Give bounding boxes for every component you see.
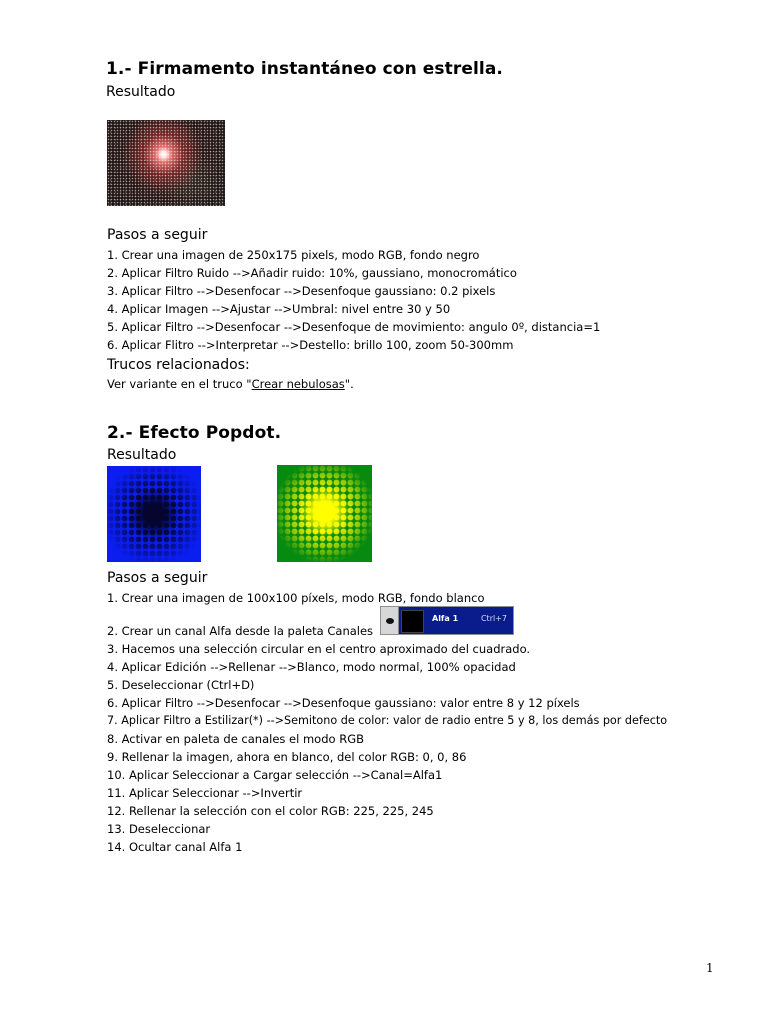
section-2-step-4: 4. Aplicar Edición -->Rellenar -->Blanco, modo normal, 100% opacidad [107, 660, 516, 674]
section-2-result-label: Resultado [107, 447, 177, 463]
starfield-result-image [107, 120, 225, 206]
section-2-step-13: 13. Deseleccionar [107, 822, 211, 836]
related-prefix: Ver variante en el truco " [107, 377, 252, 391]
section-2-step-6: 6. Aplicar Filtro -->Desenfocar -->Desenfoque gaussiano: valor entre 8 y 12 píxels [107, 696, 580, 710]
related-suffix: ". [344, 377, 354, 391]
section-2-step-3: 3. Hacemos una selección circular en el centro aproximado del cuadrado. [107, 642, 531, 656]
related-tricks-label: Trucos relacionados: [107, 357, 250, 373]
eye-icon [381, 607, 399, 634]
section-2-step-8: 8. Activar en paleta de canales el modo RGB [107, 732, 365, 746]
popdot-green-result-image [277, 465, 372, 562]
section-1-step-1: 1. Crear una imagen de 250x175 pixels, modo RGB, fondo negro [107, 248, 480, 262]
section-2-step-10: 10. Aplicar Seleccionar a Cargar selección -->Canal=Alfa1 [107, 768, 443, 782]
channel-name: Alfa 1 [432, 614, 459, 623]
section-1-step-6: 6. Aplicar Flitro -->Interpretar -->Destello: brillo 100, zoom 50-300mm [107, 338, 514, 352]
popdot-blue-result-image [107, 466, 201, 562]
related-tricks-line [107, 377, 354, 391]
section-2-title: 2.- Efecto Popdot. [107, 423, 282, 443]
section-1-step-5: 5. Aplicar Filtro -->Desenfocar -->Desenfoque de movimiento: angulo 0º, distancia=1 [107, 320, 601, 334]
section-2-step-11: 11. Aplicar Seleccionar -->Invertir [107, 786, 303, 800]
section-2-step-5: 5. Deseleccionar (Ctrl+D) [107, 678, 255, 692]
section-2-step-7: 7. Aplicar Filtro a Estilizar(*) -->Semitono de color: valor de radio entre 5 y 8, los demás por defecto [107, 714, 668, 727]
section-2-step-14: 14. Ocultar canal Alfa 1 [107, 840, 243, 854]
section-1-step-2: 2. Aplicar Filtro Ruido -->Añadir ruido: 10%, gaussiano, monocromático [107, 266, 517, 280]
section-1-result-label: Resultado [106, 84, 176, 100]
section-2-step-9: 9. Rellenar la imagen, ahora en blanco, del color RGB: 0, 0, 86 [107, 750, 467, 764]
popdot-green-core [277, 465, 372, 562]
popdot-blue-core [107, 466, 201, 562]
channel-shortcut: Ctrl+7 [480, 614, 507, 623]
section-1-step-3: 3. Aplicar Filtro -->Desenfocar -->Desenfoque gaussiano: 0.2 pixels [107, 284, 496, 298]
section-2-step-1: 1. Crear una imagen de 100x100 píxels, modo RGB, fondo blanco [107, 591, 485, 605]
section-1-step-4: 4. Aplicar Imagen -->Ajustar -->Umbral: nivel entre 30 y 50 [107, 302, 451, 316]
page-number: 1 [706, 961, 714, 975]
section-1-steps-label: Pasos a seguir [107, 227, 208, 243]
crear-nebulosas-link[interactable]: Crear nebulosas [251, 377, 345, 391]
alpha-channel-palette-row [380, 606, 514, 635]
channel-thumbnail [401, 610, 424, 633]
section-2-steps-label: Pasos a seguir [107, 570, 208, 586]
starfield-noise [107, 120, 225, 206]
section-1-title: 1.- Firmamento instantáneo con estrella. [106, 59, 503, 79]
section-2-step-12: 12. Rellenar la selección con el color RGB: 225, 225, 245 [107, 804, 434, 818]
section-2-step-2: 2. Crear un canal Alfa desde la paleta Canales [107, 624, 374, 638]
